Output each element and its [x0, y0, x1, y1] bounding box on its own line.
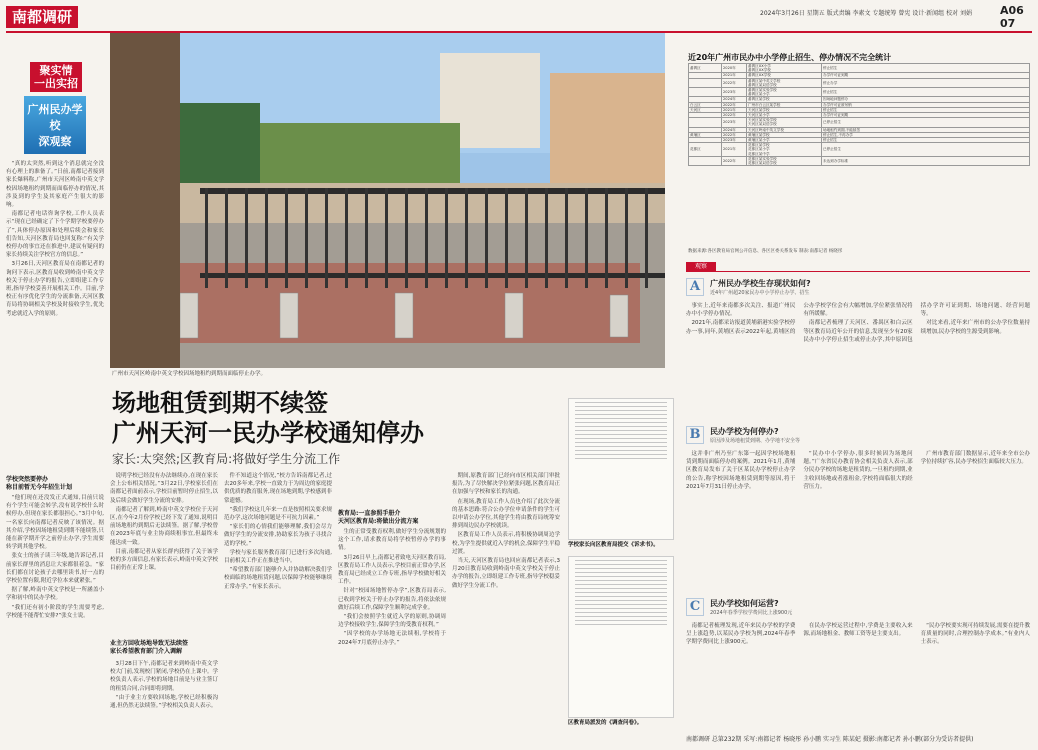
- table-cell-year: 2022年: [722, 78, 747, 87]
- body-column-2: [224, 472, 332, 746]
- editors-credit: 版式责编 李素文 专题统筹 曾宪: [826, 10, 911, 17]
- paragraph: “家长们的心情我们能够理解,我们会尽力做好学生的分流安排,协助家长为孩子寻找合适的学校。”: [224, 524, 332, 547]
- paragraph: “民办中小学停办,很多时候因为场地问题。”广东省民办教育协会相关负责人表示,部分民办学校的场地是租赁的,一旦租约到期,业主收回场地或者涨租金,学校将面临很大的经营压力。: [803, 451, 913, 490]
- left-column-bottom: [6, 494, 104, 734]
- table-cell-status: 场地租约到期,不能续签: [822, 127, 1030, 132]
- table-cell-year: 2022年: [722, 102, 747, 107]
- table-cell-district: 白云区: [689, 102, 722, 107]
- paragraph: 3月28日下午,南都记者来到岭南中英文学校大门前,发现校门紧闭,学校仍在上课中。学校负责人表示,学校的场地目前是与业主签订的租赁合同,合同即将到期。: [110, 661, 218, 692]
- section-letter: A: [686, 278, 704, 296]
- table-cell-year: 2021年: [722, 107, 747, 112]
- table-cell-school: 番禺区某实验学校 番禺区某小学: [747, 88, 822, 97]
- table-row: [689, 156, 1030, 165]
- petition-letter-caption: 学校家长向区教育局提交《诉求书》。: [568, 542, 659, 548]
- table-cell-status: 办学许可证被吊销: [822, 102, 1030, 107]
- table-cell-district: [689, 88, 722, 97]
- table-cell-district: [689, 78, 722, 87]
- paragraph: 在民办学校运营过程中,学费是主要收入来源,而场地租金、教师工资等是主要支出。: [803, 623, 913, 638]
- issue-date: 2024年3月26日: [760, 10, 805, 17]
- design-credit: 设计·新闻组 校对 刘娟: [912, 10, 972, 17]
- table-row: [689, 88, 1030, 97]
- section-body: [686, 302, 1030, 392]
- petition-letter-photo: [568, 398, 674, 540]
- table-cell-district: 黄埔区: [689, 132, 722, 137]
- section-title: 民办学校如何运营?: [710, 599, 779, 608]
- section-subtitle: 2024年春季学校学费同比上涨900元: [710, 610, 793, 616]
- paragraph: 南都记者了解到,岭南中英文学校位于天河区,在今年2月份学校已经下发了通知,说明目前场地租约到期后无法续签。据了解,学校曾在2023年底与业主协商续租事宜,但最终未能达成一致。: [110, 506, 218, 546]
- table-cell-school: 番禺区XX学校: [747, 73, 822, 78]
- paragraph: 目前,南都记者从家长群内获得了关于该学校的多方面信息,有家长表示,岭南中英文学校目前仍在正常上课。: [110, 548, 218, 572]
- paragraph: “真的太突然,听到这个消息就完全没有心理上的准备了。”日前,南都记者接到家长爆料称,广州市天河区岭南中英文学校因场地租约到期而面临停办的情况,其涉及到的学生及其家庭产生很大的影响。: [6, 161, 104, 209]
- table-cell-district: [689, 156, 722, 165]
- table-cell-district: 天河区: [689, 107, 722, 112]
- table-cell-district: 番禺区: [689, 64, 722, 73]
- table-cell-year: 2024年: [722, 97, 747, 102]
- subheadline: 家长:太突然;区教育局:将做好学生分流工作: [112, 452, 341, 466]
- paragraph: 生的正常受教育权利,做好学生分流规划的这个工作,请求教育局将学校暂停办学的事情。: [338, 529, 446, 552]
- paragraph: “我们学校这几年来一直是按照相关要求规范办学,这次场地问题是不可抗力因素。”: [224, 506, 332, 522]
- footer-credits: 南都调研 总第232期 采写:南都记者 杨晓彤 孙小鹏 实习生 陈某妃 摄影:南都记者 孙小鹏(部分为受访者提供): [686, 736, 974, 743]
- headline: [112, 388, 424, 448]
- table-cell-school: 天河区某学校: [747, 107, 822, 112]
- body-column-1-subhead: 业主方回收场地导致无法续签 家长希望教育部门介入调解: [110, 640, 189, 655]
- paragraph: 学校与家长服务教育部门已进行多次沟通,目前相关工作正在推进当中。: [224, 549, 332, 565]
- table-cell-status: 停止招生: [822, 107, 1030, 112]
- table-cell-status: 停止招生: [822, 138, 1030, 143]
- table-cell-school: 番禺区XX小学 番禺区XX学校: [747, 64, 822, 73]
- issue-weekday: 星期五: [806, 10, 825, 17]
- table-cell-year: 2023年: [722, 138, 747, 143]
- body-column-3: [338, 528, 446, 746]
- paragraph: “希望教育部门能够介入并协助解决我们学校面临的场地租赁问题,以保障学校能够继续正常办学。”有家长表示。: [224, 567, 332, 590]
- table-cell-year: 2024年: [722, 127, 747, 132]
- table-cell-year: 2021年: [722, 143, 747, 157]
- table-cell-status: 停止招生: [822, 88, 1030, 97]
- table-cell-school: 广州市白云区某学校: [747, 102, 822, 107]
- table-row: [689, 64, 1030, 73]
- left-column-subhead: 学校突然要停办 称目前暂无今年招生计划: [6, 476, 73, 491]
- paragraph: 件不知道这个情况,”校方告诉南都记者,过去20多年来,学校一直致力于为周边的家庭提供优质的教育服务,现在场地到期,学校感到非常遗憾。: [224, 473, 332, 504]
- school-gate-photo: [110, 33, 665, 368]
- table-cell-status: 办学许可证到期: [822, 73, 1030, 78]
- paragraph: 这并非广州乃至广东第一起因学校场地租赁到期而面临停办的案例。2021年1月,黄埔区教育局发布了关于区某民办学校停止办学的公告,称学校因场地租赁到期等原因,将于2021年7月31日停止办学。: [686, 451, 796, 490]
- paragraph: “因学校的办学场地无法续租,学校将于2024年7月底停止办学。”: [338, 631, 446, 646]
- paragraph: 事实上,近年来南都多次关注、报道广州民办中小学停办情况。: [686, 303, 796, 318]
- section-letter: B: [686, 426, 704, 444]
- stats-table: [688, 63, 1030, 166]
- paragraph: 3月26日早上,南都记者致电天河区教育局,区教育局工作人员表示,学校目前正常办学,区教育局已经成立工作专班,指导学校做好相关工作。: [338, 554, 446, 586]
- series-logo: 广州民办学校 深观察: [24, 96, 86, 154]
- paragraph: 2021年,南都采访报道黄埔新港实验学校停办一事,同年,黄埔区表示2022年起,黄埔区的公办学校学位会有大幅增加,学位紧张情况将有所缓解。: [686, 303, 913, 335]
- table-row: [689, 143, 1030, 157]
- section-subtitle: 近4年广州超20家民办中小学停止办学、招生: [710, 290, 810, 296]
- table-cell-school: 天河区岭南中英文学校: [747, 127, 822, 132]
- table-cell-status: 办学许可证到期: [822, 113, 1030, 118]
- table-cell-school: 黄埔区某小学: [747, 138, 822, 143]
- observation-tag: 观察: [686, 262, 716, 271]
- table-cell-status: 已停止招生: [822, 118, 1030, 127]
- table-cell-status: 已停止招生: [822, 143, 1030, 157]
- table-cell-district: [689, 118, 722, 127]
- table-cell-status: 停止招生: [822, 64, 1030, 73]
- section-body: [686, 450, 1030, 590]
- section-body: [686, 622, 1030, 730]
- table-cell-status: 停止招生,不再办学: [822, 132, 1030, 137]
- table-row: [689, 78, 1030, 87]
- paragraph: “他们现在还没发正式通知,目前只说有个学生可能会转学,没有说学校什么时候停办,但现在家长都很担心。”3月中旬,一名家长向南都记者反映了该情况。据其介绍,学校因场地租赁到期不能续签,只能在新学期开学之前停止办学,学生需要转学到其他学校。: [6, 495, 104, 551]
- table-cell-year: 2023年: [722, 88, 747, 97]
- body-column-3-subhead: 教育局:一直参照手册介 天河区教育局:将做出分流方案: [338, 510, 419, 525]
- paragraph: 当天,天河区教育局也回应南都记者表示,3月20日教育局收到岭南中英文学校关于停止办学的报告,立即组建工作专班,指导学校稳妥做好学生分流工作。: [452, 558, 560, 589]
- table-cell-school: 天河区某实验学校 天河区某双语学校: [747, 118, 822, 127]
- table-cell-school: 花都区某实验学校 花都区某双语学校: [747, 156, 822, 165]
- table-cell-school: 番禺区某中英文学校 番禺区某双语学校: [747, 78, 822, 87]
- section-subtitle: 原因涉及场地租赁到期、办学地不安全等: [710, 438, 801, 444]
- table-cell-year: 2021年: [722, 73, 747, 78]
- body-column-4: [452, 472, 560, 746]
- stats-table-note: 数据来源:各区教育局官网公开信息、各区区委关系发布 制表:南都记者 杨晓彤: [688, 249, 843, 254]
- table-cell-school: 花都区某学校 花都区某小学 花都区某中学: [747, 143, 822, 157]
- questionnaire-caption: 区教育局派发的《调查问卷》。: [568, 720, 643, 726]
- stats-table-title: 近20年广州市民办中小学停止招生、停办情况不完全统计: [688, 53, 892, 62]
- table-cell-year: 2022年: [722, 156, 747, 165]
- section-badge: 聚实情 一出实招: [30, 62, 82, 92]
- table-cell-school: 黄埔区某学校: [747, 132, 822, 137]
- photo-caption: 广州市天河区岭南中英文学校因场地租约到期而面临停止办学。: [112, 371, 267, 377]
- paragraph: “由于业主方要收回场地,学校已经积极沟通,但仍然无法续签。”学校相关负责人表示。: [110, 694, 218, 710]
- section-title: 广州民办学校生存现状如何?: [710, 279, 811, 288]
- paragraph: “民办学校要实现可持续发展,需要在提升教育质量的同时,合理控制办学成本。”有业内人士表示。: [920, 623, 1030, 646]
- body-column-1-bottom: [110, 660, 218, 746]
- paragraph: 广州市教育部门数据显示,近年来全市公办学位持续扩容,民办学校招生面临较大压力。: [920, 451, 1030, 466]
- table-row: [689, 118, 1030, 127]
- paragraph: 说明学校已经没有办法继续办,在现在家长会上公布相关情况。”3月22日,学校家长们在南都记者面前表示,学校目前暂时停止招生,以及后续会做好学生分流的安排。: [110, 473, 218, 504]
- table-cell-year: 2023年: [722, 118, 747, 127]
- table-cell-year: 2020年: [722, 64, 747, 73]
- paragraph: 张女士的孩子读三年级,她告诉记者,目前家长群里的消息让大家都很着急。“家长们都在讨论孩子去哪里读书,好一点的学校位置有限,附近学位本来就紧张。”: [6, 553, 104, 585]
- table-cell-school: 天河区某小学: [747, 113, 822, 118]
- paragraph: 在现场,教育局工作人员也介绍了此次分流的基本思路:符合公办学位申请条件的学生可以申请公办学位,其他学生将由教育局统筹安排到周边民办学校就读。: [452, 498, 560, 530]
- top-bar: [760, 8, 972, 17]
- paragraph: 期间,原教育部门已经向市区相关部门审批报告,为了尽快解决学位紧张问题,区教育局正在加强与学校和家长的沟通。: [452, 473, 560, 496]
- paragraph: 3月26日,天河区教育局在南都记者的询问下表示,区教育局收到岭南中英文学校关于停止办学的报告,立即组建工作专班,指导学校妥善开展相关工作。目前,学校正有序优化学生的分流准备,天河区教育局将协调相关学校及时接收学生,优先考虑就近入学的原则。: [6, 261, 104, 317]
- table-cell-status: 未达到办学标准: [822, 156, 1030, 165]
- paragraph: 南都记者梳理发现,近年来民办学校的学费呈上涨趋势,以某民办学校为例,2024年春季学期学费同比上涨900元。: [686, 623, 796, 646]
- table-cell-school: 番禺区某学校: [747, 97, 822, 102]
- paragraph: 南都记者梳理了天河区、番禺区和白云区等区教育局近年公开的信息,发现至少有20家民办中小学停止招生或停止办学,其中原因包括办学许可证到期、场地问题、经营问题等。: [803, 303, 1030, 343]
- left-column-top: [6, 160, 104, 358]
- section-letter: C: [686, 598, 704, 616]
- headline-line-2: 广州天河一民办学校通知停办: [112, 419, 424, 447]
- table-cell-year: 2022年: [722, 113, 747, 118]
- paragraph: “我们会按照学生就近入学的原则,协调周边学校接收学生,保障学生的受教育权利。”: [338, 614, 446, 629]
- headline-line-1: 场地租赁到期不续签: [112, 389, 328, 417]
- paragraph: 区教育局工作人员表示,将积极协调周边学校,为学生提供就近入学的机会,保障学生平稳过渡。: [452, 532, 560, 555]
- paragraph: 针对“校园场地暂停办学”,区教育局表示,已收到学校关于停止办学的报告,将依法依规做好后续工作,保障学生顺利完成学业。: [338, 588, 446, 611]
- masthead: 南都调研: [6, 6, 78, 28]
- paragraph: 对比来看,近年来广州市的公办学位数量持续增加,民办学校的生源受到影响。: [920, 320, 1030, 335]
- table-cell-year: 2022年: [722, 132, 747, 137]
- table-cell-status: 停止办学: [822, 78, 1030, 87]
- body-column-1: [110, 472, 218, 634]
- paragraph: “我们还有初小阶段的学生需要考虑,学校能不能帮忙安排?”张女士说。: [6, 604, 104, 619]
- table-cell-district: 花都区: [689, 143, 722, 157]
- paragraph: 南都记者电话咨询学校,工作人员表示“现在已经确定了下个学期学校要停办了”,具体停办原因和处理后续会和家长们告知,天河区教育局也回复称:“有关学校停办的事宜还在推进中,建议有疑问的家长持续关注学校官方的信息。”: [6, 211, 104, 259]
- questionnaire-photo: [568, 556, 674, 718]
- paragraph: 据了解,岭南中英文学校是一所涵盖小学和初中的民办学校。: [6, 587, 104, 602]
- observation-divider: [686, 271, 1030, 272]
- page-number: A06 07: [1000, 4, 1024, 30]
- section-title: 民办学校为何停办?: [710, 427, 779, 436]
- school-gate-illustration: [110, 33, 665, 368]
- table-cell-status: 因场地问题停办: [822, 97, 1030, 102]
